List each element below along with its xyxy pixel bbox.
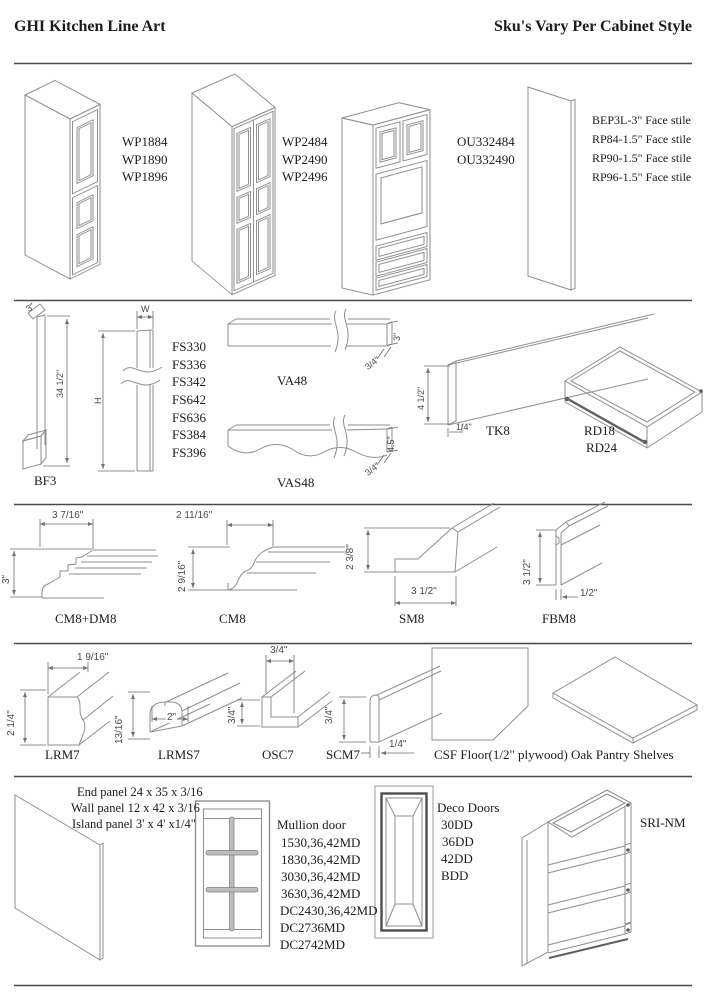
- sku-label: LRMS7: [158, 747, 200, 762]
- dimension-label: 1/4": [389, 739, 407, 750]
- sku-label: RP96-1.5" Face stile: [592, 170, 692, 184]
- wp-double-pantry-drawing: [192, 74, 275, 295]
- sku-label: WP1890: [122, 152, 168, 167]
- page-title: GHI Kitchen Line Art: [14, 18, 166, 35]
- sku-label: 30DD: [441, 817, 473, 832]
- sku-label: BF3: [34, 473, 57, 488]
- cm8dm8-crown-drawing: [42, 550, 158, 598]
- spice-rack-drawing: [522, 790, 631, 966]
- bf3-filler-drawing: [23, 304, 46, 469]
- cm8dm8-dimensions: [10, 519, 93, 597]
- mullion-door-drawing: [196, 801, 270, 946]
- face-stile-panel-drawing: [528, 87, 575, 290]
- sku-label: BEP3L-3" Face stile: [592, 113, 691, 127]
- sku-label: RD24: [586, 440, 618, 455]
- sku-label: DC2736MD: [280, 920, 346, 935]
- deco-door-drawing: [375, 786, 433, 938]
- sku-label: WP1896: [122, 169, 168, 184]
- lrms7-dimensions: [128, 692, 188, 739]
- dimension-label: W: [141, 304, 150, 314]
- sku-label: BDD: [441, 868, 469, 883]
- panel-size-line: Island panel 3' x 4' x1/4": [72, 817, 196, 831]
- dimension-label: 1 9/16": [77, 652, 109, 663]
- sku-label: FBM8: [542, 611, 576, 626]
- sku-label: TK8: [486, 423, 510, 438]
- osc7-dimensions: [237, 655, 294, 726]
- dimension-label: 3": [1, 574, 12, 584]
- oven-cabinet-drawing: [342, 103, 430, 295]
- dimension-label: 2 9/16": [177, 560, 188, 592]
- dimension-label: 3/4": [363, 460, 382, 478]
- tk8-toekick-drawing: [448, 314, 654, 425]
- sku-label: DC2742MD: [280, 937, 346, 952]
- dimension-label: 2": [167, 712, 177, 723]
- panel-size-line: End panel 24 x 35 x 3/16: [77, 785, 203, 799]
- vas48-valance-drawing: [228, 415, 392, 458]
- sku-label: RP84-1.5" Face stile: [592, 132, 692, 146]
- fbm8-dimensions: [536, 530, 578, 600]
- sku-label: WP2490: [282, 152, 328, 167]
- sku-label: OU332490: [457, 152, 515, 167]
- fs-filler-dimensions: [98, 311, 153, 471]
- sku-label: 1530,36,42MD: [281, 835, 361, 850]
- va48-valance-drawing: [228, 309, 392, 352]
- cm8-dimensions: [188, 520, 273, 590]
- cm8-crown-drawing: [228, 547, 347, 590]
- dimension-label: 3/4": [227, 706, 238, 724]
- page-subtitle: Sku's Vary Per Cabinet Style: [494, 18, 692, 35]
- sm8-dimensions: [364, 528, 456, 606]
- dimension-label: 1/2": [580, 588, 598, 599]
- mullion-door-title: Mullion door: [277, 817, 346, 832]
- sku-label: SM8: [399, 611, 425, 626]
- sku-label: Oak Pantry Shelves: [571, 747, 674, 762]
- sku-label: 3630,36,42MD: [281, 886, 361, 901]
- dimension-label: 2 3/8": [345, 544, 356, 570]
- dimension-label: 3": [392, 332, 402, 341]
- sku-label: FS642: [172, 392, 206, 407]
- sku-label: FS384: [172, 427, 206, 442]
- dimension-label: 3/4": [363, 354, 382, 372]
- dimension-label: 1/4": [456, 422, 472, 432]
- sku-label: 42DD: [441, 851, 473, 866]
- sku-label: FS330: [172, 339, 206, 354]
- sku-label: CM8: [219, 611, 246, 626]
- dimension-label: 4 1/2": [416, 386, 426, 410]
- dimension-label: 3 1/2": [522, 559, 533, 585]
- sku-label: VA48: [277, 373, 308, 388]
- sku-label: FS336: [172, 357, 206, 372]
- dimension-label: H: [93, 397, 103, 404]
- sku-label: RP90-1.5" Face stile: [592, 151, 692, 165]
- sku-label: 1830,36,42MD: [281, 852, 361, 867]
- lrm7-dimensions: [20, 662, 88, 745]
- sku-label: 36DD: [442, 834, 474, 849]
- sku-label: OU332484: [457, 134, 515, 149]
- osc7-corner-molding-drawing: [262, 671, 332, 727]
- sku-label: LRM7: [45, 747, 80, 762]
- sku-label: WP2484: [282, 134, 328, 149]
- sku-label: WP2496: [282, 169, 328, 184]
- sku-label: FS636: [172, 410, 206, 425]
- sku-label: VAS48: [277, 475, 315, 490]
- sku-label: FS396: [172, 445, 206, 460]
- sku-label: SRI-NM: [640, 815, 686, 830]
- sm8-starter-drawing: [395, 503, 500, 572]
- dimension-label: 34 1/2": [55, 369, 65, 398]
- sku-label: WP1884: [122, 134, 168, 149]
- dimension-label: 13/16": [114, 715, 125, 744]
- sku-label: 3030,36,42MD: [281, 869, 361, 884]
- sku-label: CSF Floor(1/2" plywood): [434, 747, 568, 762]
- dimension-label: 3": [24, 300, 37, 314]
- sku-label: OSC7: [262, 747, 294, 762]
- dimension-label: 4.5": [386, 436, 396, 452]
- dimension-label: 2 1/4": [6, 710, 17, 736]
- oak-shelf-drawing: [553, 657, 697, 743]
- fs-filler-drawing: [121, 330, 162, 471]
- dimension-label: 3 1/2": [411, 586, 437, 597]
- sku-label: CM8+DM8: [55, 611, 117, 626]
- dimension-label: 3/4": [324, 706, 335, 724]
- dimension-label: 3/4": [270, 645, 288, 656]
- scm7-scribe-molding-drawing: [370, 666, 442, 742]
- lrm7-light-rail-drawing: [48, 672, 113, 745]
- dimension-label: 3 7/16": [52, 510, 84, 521]
- sku-label: FS342: [172, 374, 206, 389]
- sku-label: DC2430,36,42MD: [280, 903, 378, 918]
- deco-doors-title: Deco Doors: [437, 800, 500, 815]
- csf-floor-drawing: [432, 648, 528, 740]
- wp-single-pantry-drawing: [25, 80, 100, 279]
- sku-label: SCM7: [326, 747, 360, 762]
- sku-label: RD18: [584, 423, 616, 438]
- dimension-label: 2 11/16": [176, 510, 213, 521]
- panel-size-line: Wall panel 12 x 42 x 3/16: [71, 801, 200, 815]
- fbm8-base-molding-drawing: [556, 502, 608, 585]
